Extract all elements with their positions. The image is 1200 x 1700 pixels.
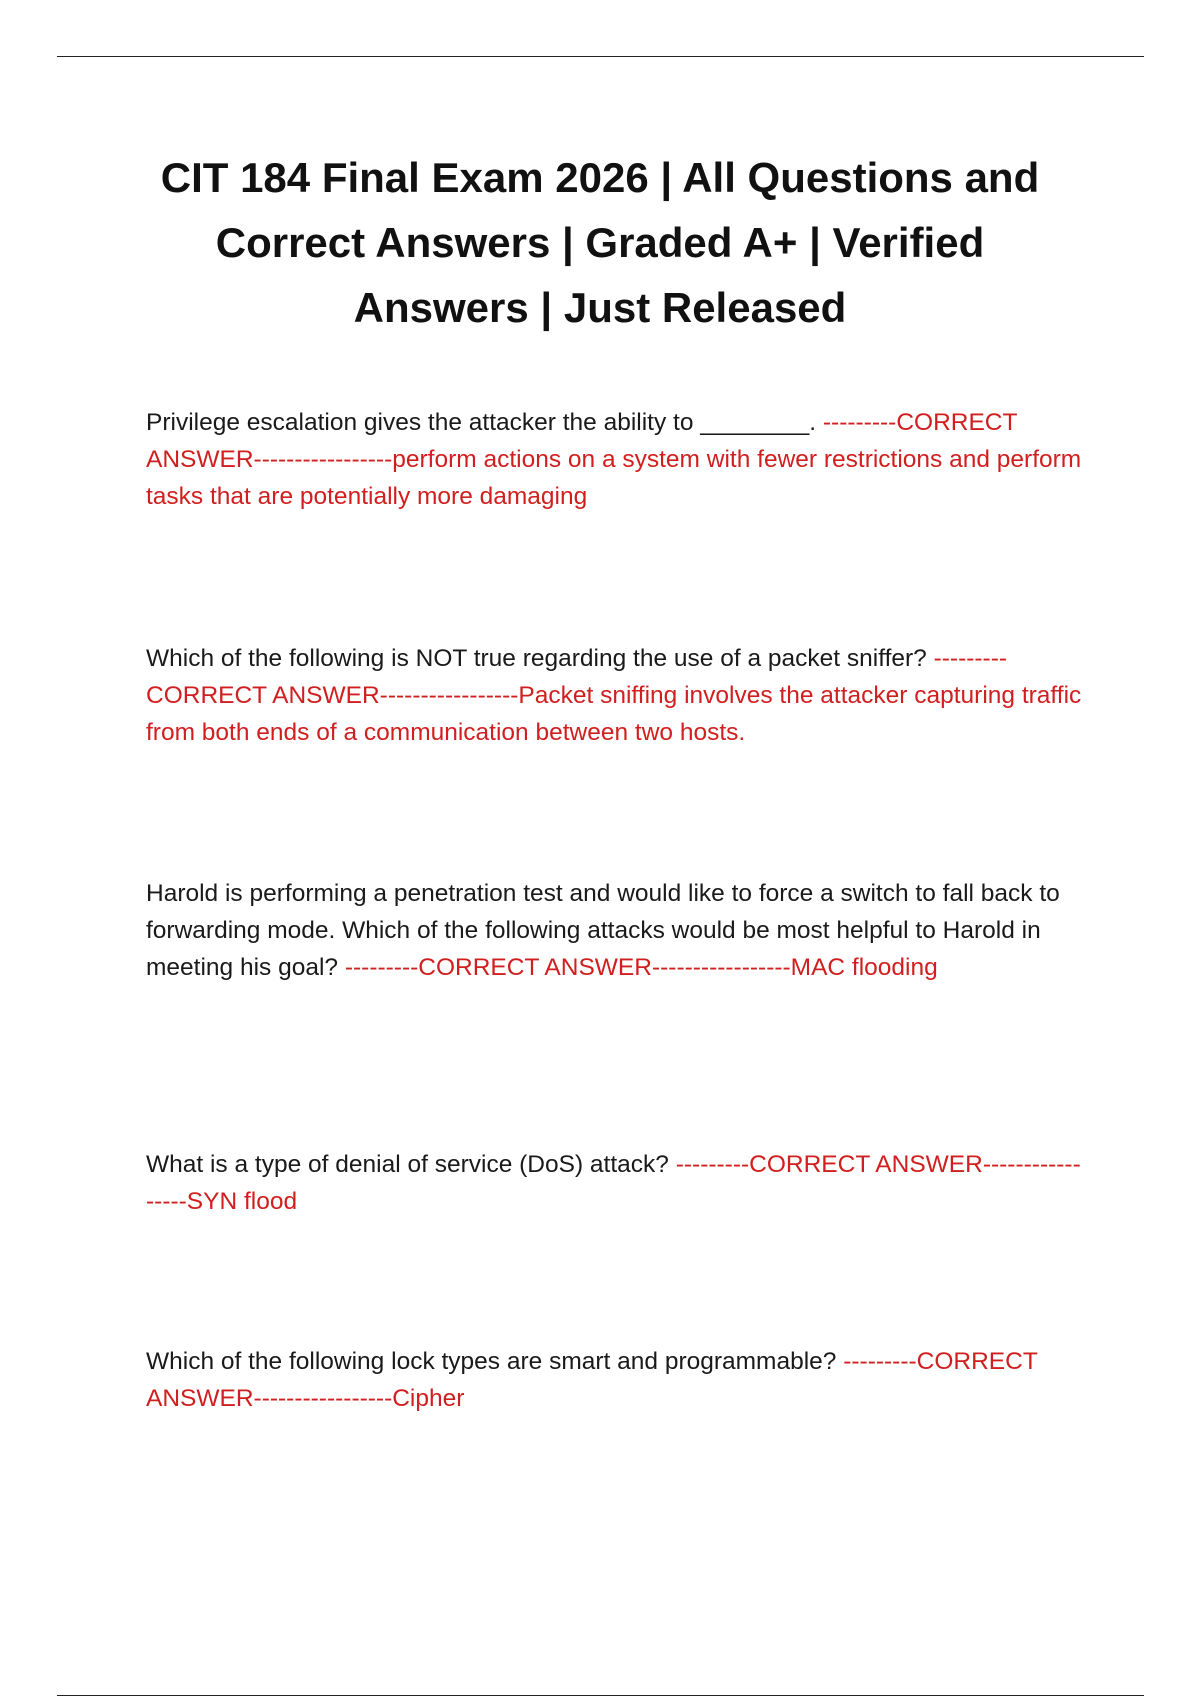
answer-text: ---------CORRECT ANSWER-----------------Packet sniffing involves the attacker capturing traffic from both ends of a communication between two hosts. [146,645,1082,746]
qa-item [146,875,1086,986]
top-rule [57,56,1144,57]
question-text: Which of the following is NOT true regarding the use of a packet sniffer? [146,645,934,672]
qa-item [146,404,1086,515]
question-text: What is a type of denial of service (DoS) attack? [146,1151,676,1178]
qa-item [146,640,1086,751]
qa-item [146,1343,1086,1417]
qa-item [146,1146,1086,1220]
answer-text: ---------CORRECT ANSWER-----------------Cipher [146,1348,1038,1412]
answer-text: ---------CORRECT ANSWER-----------------MAC flooding [344,954,938,981]
document-title: CIT 184 Final Exam 2026 | All Questions and Correct Answers | Graded A+ | Verified Answers | Just Released [160,154,1040,331]
answer-text: ---------CORRECT ANSWER-----------------SYN flood [146,1151,1081,1215]
answer-text: ---------CORRECT ANSWER-----------------perform actions on a system with fewer restrictions and perform tasks that are potentially more damaging [146,409,1082,510]
question-text: Which of the following lock types are smart and programmable? [146,1348,844,1375]
bottom-rule [57,1695,1144,1696]
question-text: Privilege escalation gives the attacker the ability to ________. [146,409,823,436]
question-text: Harold is performing a penetration test and would like to force a switch to fall back to forwarding mode. Which of the following attacks would be most helpful to Harold in meeting his goal? [146,880,1060,981]
